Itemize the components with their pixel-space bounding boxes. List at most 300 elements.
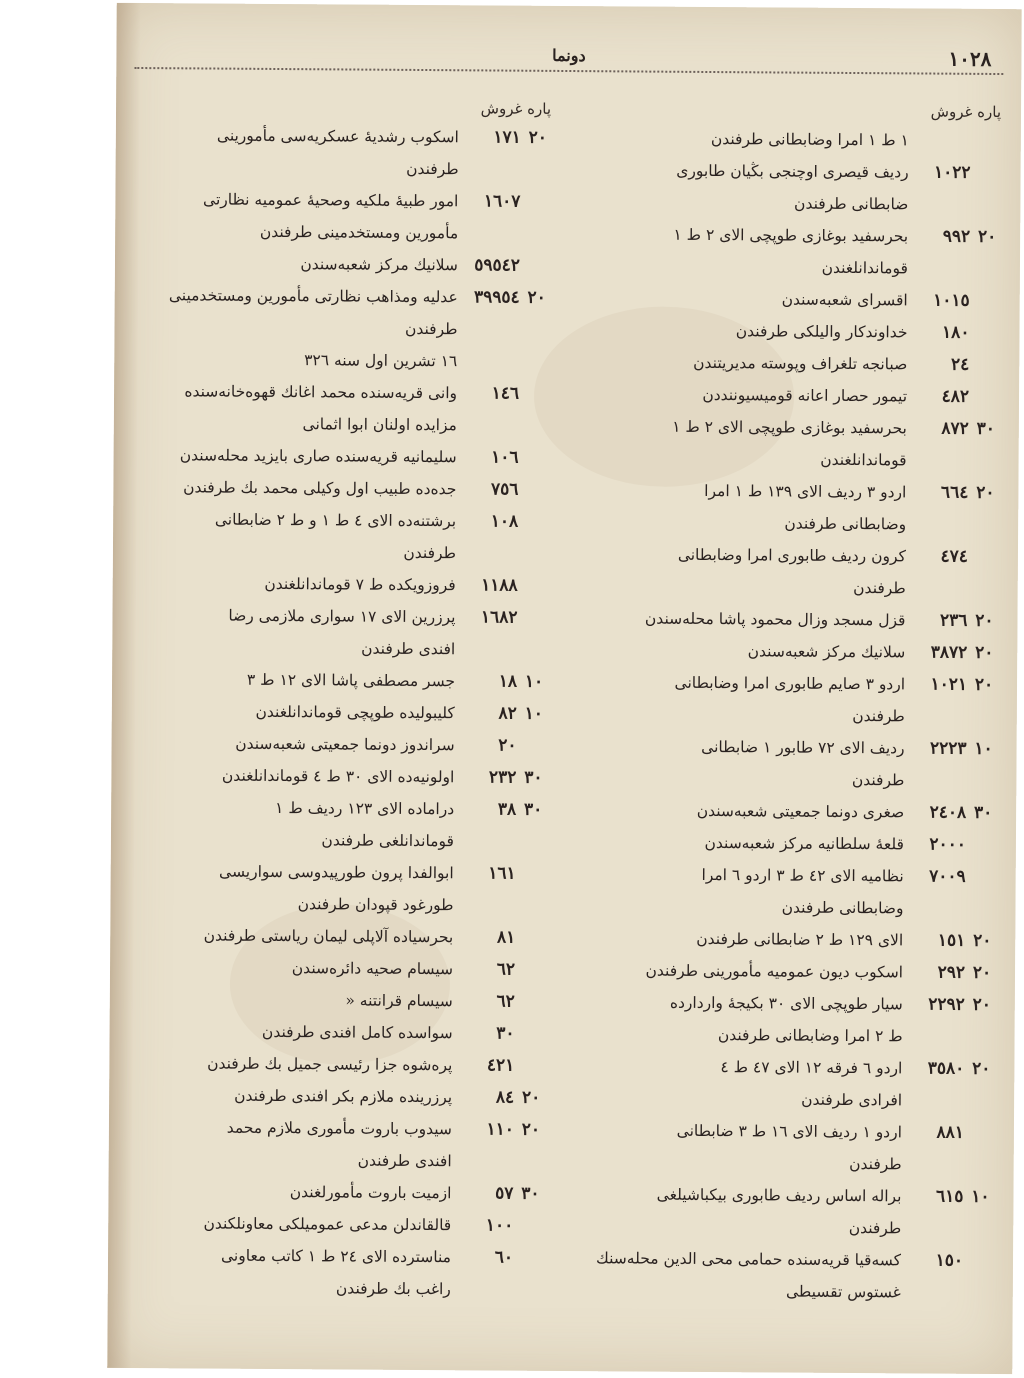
amount-para: ٣٠ (524, 767, 543, 788)
amount-gurus: ١٦٨٢ (480, 607, 518, 628)
amount-para (973, 381, 999, 413)
amount-gurus: ١٦٠٧ (483, 191, 521, 212)
right-column (573, 96, 1001, 1309)
entry-amount (456, 569, 548, 602)
amount-gurus: ٩٩٢ (942, 226, 971, 247)
entry-description (581, 122, 909, 156)
entry-description (127, 663, 455, 697)
entry-amount (455, 665, 547, 698)
amount-gurus: ١٠١٥ (933, 290, 970, 311)
entry-amount (901, 1180, 993, 1213)
entry-description (575, 858, 903, 924)
description-line: سيسام قرانتنه « (345, 991, 453, 1011)
description-line: بحرسفيد بوغازى طوپچى الاى ٢ ط ١ (673, 225, 909, 246)
ledger-entry (131, 119, 551, 186)
description-line: مناسترده الاى ٢٤ ط ١ كاتب معاونى (220, 1246, 452, 1267)
amount-para: ٢٠ (975, 610, 994, 631)
amount-para: ٢٠ (977, 226, 997, 248)
entry-description (123, 1175, 451, 1209)
amount-para (975, 125, 1001, 157)
description-line: ١ ط ١ امرا وضابطانى طرفندن (710, 130, 909, 150)
amount-gurus: ١٥١ (937, 930, 966, 951)
column-header (131, 93, 551, 122)
running-title: دونما (552, 45, 586, 66)
amount-para: ١٠ (524, 703, 544, 724)
entry-amount (905, 636, 997, 669)
entry-amount (455, 601, 547, 634)
amount-para (523, 378, 549, 410)
amount-para: ٣٠ (523, 799, 543, 820)
ledger-entry (580, 282, 1000, 317)
amount-para (518, 1050, 544, 1082)
description-line: طورغود قپودان طرفندن (297, 895, 454, 915)
ledger-entry (577, 602, 997, 637)
description-line: صغرى دونما جمعيتى شعبه‌سندن (696, 801, 905, 822)
entry-amount (901, 1244, 993, 1277)
entry-description (126, 791, 454, 857)
ledger-entry (129, 343, 549, 378)
ledger-entry (125, 855, 545, 922)
ledger-entry (575, 858, 995, 925)
entry-description (126, 727, 454, 761)
description-line: سلانيك مركز شعبه‌سندن (747, 642, 906, 662)
description-line: كليبوليده طوپچى قوماندانلغندن (255, 702, 455, 723)
amount-para: ٢٠ (972, 994, 991, 1015)
entry-amount (452, 1113, 544, 1146)
entry-description (574, 1114, 902, 1180)
amount-gurus: ٣٥٨٠ (927, 1058, 965, 1079)
description-line: خداوندكار واليلكى طرفندن (735, 322, 908, 342)
description-line: الاى ١٢٩ ط ٢ ضابطانى طرفندن (696, 929, 904, 950)
entry-amount (457, 441, 549, 474)
amount-para (522, 570, 548, 602)
description-line: پرزرين الاى ١٧ سوارى ملازمى رضا (228, 606, 456, 627)
description-line: رديف قيصرى اوچنجى بڭيان طابورى (676, 161, 909, 182)
amount-para (521, 602, 547, 634)
ledger-entry (128, 503, 548, 570)
amount-para: ٣٠ (973, 802, 993, 823)
description-line: پرزرينده ملازم بكر افندى طرفندن (234, 1086, 453, 1107)
amount-para (522, 474, 548, 506)
description-line: قوماندانلغندن (820, 450, 907, 470)
entry-description (576, 794, 904, 828)
description-line: طرفندن (849, 1154, 902, 1174)
amount-gurus: ٤٧٤ (940, 546, 968, 567)
amount-gurus: ٣٩٩٥٤ (474, 287, 520, 308)
description-line: اردو ١ رديف الاى ١٦ ط ٣ ضابطانى (676, 1121, 902, 1142)
description-line: دراما‌ده الاى ١٢٣ رديف ط ١ (275, 798, 455, 819)
amount-gurus: ٥٧ (495, 1183, 514, 1204)
amount-para: ٢٠ (974, 674, 994, 695)
entry-amount (904, 796, 996, 829)
ledger-entry (129, 279, 549, 346)
amount-para: ٢٠ (973, 930, 992, 951)
description-line: ابوالفدا پرون طورپيدوسى سواريسى (218, 862, 454, 883)
ledger-entry (580, 154, 1000, 221)
description-line: راغب بك طرفندن (335, 1279, 451, 1299)
amount-para (517, 1242, 543, 1274)
entry-amount (456, 505, 548, 538)
entry-description (125, 919, 453, 953)
entry-description (576, 826, 904, 860)
ledger-entry (124, 1047, 544, 1082)
amount-gurus: ١٠٢١ (930, 674, 968, 695)
entry-amount (456, 473, 548, 506)
amount-gurus: ٢٢٩٢ (928, 994, 965, 1015)
ledger-entry (125, 951, 545, 986)
amount-gurus: ٢٣٦ (940, 610, 968, 631)
amount-gurus: ٦٠ (494, 1247, 514, 1268)
entry-amount (453, 953, 545, 986)
amount-para (524, 250, 550, 282)
amount-gurus: ١٠٨ (490, 511, 519, 532)
ledger-entry (578, 474, 998, 541)
description-line: مأمورين ومستخدمينى طرفندن (259, 222, 459, 243)
entry-amount (452, 1081, 544, 1114)
amount-gurus: ١٠٦ (491, 447, 519, 468)
ledger-entry (129, 375, 549, 442)
amount-gurus: ١٦١ (488, 863, 516, 884)
description-line: كرون رديف طابورى امرا وضابطانى (677, 545, 906, 566)
description-line: جسر مصطفى پاشا الاى ١٢ ط ٣ (246, 670, 456, 691)
description-line: سيسام صحيه دائره‌سندن (291, 959, 454, 979)
ledger-entry (128, 471, 548, 506)
amount-para (520, 858, 546, 890)
entry-amount (453, 921, 545, 954)
ledger-entry (573, 1242, 993, 1309)
amount-gurus: ١٥٠ (935, 1250, 964, 1271)
amount-gurus: ١٠٠ (485, 1215, 514, 1236)
entry-amount (458, 281, 550, 314)
ledger-entry (580, 218, 1000, 285)
amount-gurus: ٦١٥ (935, 1186, 964, 1207)
ledger-entry (123, 1239, 543, 1306)
amount-para (522, 506, 548, 538)
entry-amount (458, 249, 550, 282)
entry-description (129, 279, 457, 345)
amount-gurus: ٢٢٢٣ (929, 738, 967, 759)
entry-description (580, 282, 908, 316)
description-line: اردو ٣ صايم طابورى امرا وضابطانى (674, 673, 906, 694)
amount-para (974, 157, 1000, 189)
description-line: براله اساس رديف طابورى بيكباشيلغى (656, 1185, 902, 1206)
document-page (107, 3, 1022, 1374)
amount-para (967, 1245, 993, 1277)
entry-description (579, 346, 907, 380)
entry-description (129, 343, 457, 377)
ledger-entry (576, 794, 996, 829)
amount-para: ٢٠ (972, 962, 992, 983)
amount-para: ٢٠ (975, 642, 994, 663)
ledger-entry (128, 567, 548, 602)
amount-para (518, 1018, 544, 1050)
description-line: سيار طوپچى الاى ٣٠ بكيجهٔ واردارده (669, 993, 903, 1014)
entry-description (577, 634, 905, 668)
entry-amount (451, 1209, 543, 1242)
ledger-entry (127, 599, 547, 666)
entry-amount (907, 380, 999, 413)
entry-description (124, 1015, 452, 1049)
amount-para (522, 442, 548, 474)
amount-para: ١٠ (971, 1186, 990, 1207)
entry-amount (902, 1116, 994, 1149)
amount-para (972, 541, 998, 573)
ledger-entry (574, 1050, 994, 1117)
ledger-entry (577, 634, 997, 669)
description-line: قلعهٔ سلطانيه مركز شعبه‌سندن (704, 833, 904, 854)
description-line: اولونيه‌ده الاى ٣٠ ط ٤ قوماندانلغندن (221, 766, 455, 787)
entry-description (129, 439, 457, 473)
ledger-entry (575, 954, 995, 989)
amount-para: ١٠ (524, 671, 544, 692)
description-line: مزايده اولنان ابوا اثمانى (302, 415, 457, 435)
amount-gurus: ٢٠ (498, 735, 517, 756)
ledger-entry (575, 922, 995, 957)
entry-amount (455, 697, 547, 730)
amount-gurus: ٣٨٧٢ (930, 642, 968, 663)
description-line: صبانجه تلغراف وپوسته مديريتندن (693, 353, 908, 374)
amount-para (520, 730, 546, 762)
entry-amount (907, 316, 999, 349)
amount-para: ٢٠ (976, 482, 995, 503)
description-line: ازميت باروت مأمورلغندن (289, 1183, 452, 1203)
description-line: عدليه ومذاهب نظارتى مأمورين ومستخدمينى (168, 286, 458, 307)
entry-amount (904, 732, 996, 765)
entry-amount (907, 412, 999, 445)
ledger-entry (579, 346, 999, 381)
description-line: طرفندن (848, 1218, 902, 1238)
amount-para (970, 861, 996, 893)
entry-amount (454, 857, 546, 890)
entry-amount (909, 124, 1001, 157)
entry-amount (906, 476, 998, 509)
ledger-entry (123, 1175, 543, 1210)
gurus-header: غروش (480, 99, 523, 118)
ledger-entry (124, 1015, 544, 1050)
amount-gurus: ١٧١ (493, 127, 521, 148)
description-line: طرفندن (406, 159, 459, 179)
amount-gurus: ١٨ (498, 671, 518, 692)
ledger-entry (579, 314, 999, 349)
amount-para (517, 1210, 543, 1242)
description-line: رديف الاى ٧٢ طابور ١ ضابطانى (701, 737, 905, 758)
description-line: وضابطانى طرفندن (784, 514, 907, 534)
amount-para (519, 954, 545, 986)
entry-description (123, 1239, 451, 1305)
amount-para (519, 922, 545, 954)
ledger-entry (574, 1114, 994, 1181)
description-line: طرفندن (851, 771, 905, 790)
ledger-entry (573, 1178, 993, 1245)
description-line: جده‌ده طبيب اول وكيلى محمد بك طرفندن (183, 478, 457, 499)
amount-gurus: ٤٢١ (486, 1055, 515, 1076)
entry-description (126, 759, 454, 793)
entry-description (580, 154, 908, 220)
entry-description (578, 474, 906, 540)
entry-amount (452, 1049, 544, 1082)
amount-para: ٣٠ (976, 418, 996, 439)
entry-description (579, 378, 907, 412)
amount-para: ١٠ (974, 738, 993, 759)
description-line: وانى قريه‌سنده محمد اغانك قهوه‌خانه‌سنده (184, 382, 458, 403)
entry-amount (457, 377, 549, 410)
para-header: پاره (977, 102, 1002, 122)
description-line: بحرسياده آلاپلى ليمان رياستى طرفندن (203, 926, 454, 947)
description-line: امور طبيهٔ ملكيه وصحيهٔ عموميه نظارتى (202, 190, 459, 211)
ledger-entry (577, 666, 997, 733)
amount-gurus: ٧٥٦ (490, 479, 519, 500)
entry-description (127, 695, 455, 729)
amount-gurus: ٦٦٤ (940, 482, 969, 503)
description-line: قزل مسجد وزال محمود پاشا محله‌سندن (644, 609, 906, 630)
description-line: كسه‌قيا قريه‌سنده حمامى محى الدين محله‌سنك (596, 1249, 902, 1270)
amount-gurus: ١٠٢٢ (934, 162, 971, 183)
description-line: طرفندن (403, 543, 457, 563)
description-line: بحرسفيد بوغازى طوپچى الاى ٢ ط ١ (672, 417, 907, 438)
amount-para (973, 317, 999, 349)
description-line: فروزويكده ط ٧ قوماندانلغندن (264, 574, 456, 595)
ledger-entry (127, 663, 547, 698)
amount-para (519, 986, 545, 1018)
gurus-header: غروش (930, 102, 973, 121)
description-line: سواسده كامل افندى طرفندن (261, 1022, 453, 1043)
ledger-entry (581, 122, 1001, 157)
entry-description (575, 922, 903, 956)
description-line: ط ٢ امرا وضابطانى طرفندن (717, 1026, 903, 1046)
amount-para: ٢٠ (521, 1119, 541, 1140)
entry-description (125, 951, 453, 985)
entry-amount (908, 284, 1000, 317)
amount-gurus: ٣٨ (497, 799, 517, 820)
amount-gurus: ٨٧٢ (941, 418, 969, 439)
amount-gurus: ١١٠ (486, 1119, 514, 1140)
description-line: اسكوب رشديهٔ عسكريه‌سى مأمورينى (216, 126, 459, 147)
description-line: طرفندن (404, 319, 458, 339)
description-line: غستوس تقسيطى (785, 1282, 901, 1302)
entry-amount (457, 345, 549, 378)
description-line: طرفندن (853, 579, 906, 598)
amount-gurus: ٢٠٠٠ (929, 834, 966, 855)
entry-amount (904, 860, 996, 893)
left-column (123, 93, 551, 1306)
description-line: سراندوز دونما جمعيتى شعبه‌سندن (235, 734, 455, 755)
amount-gurus (457, 345, 523, 377)
amount-gurus: ١١٨٨ (481, 575, 518, 596)
entry-description (128, 567, 456, 601)
description-line: پره‌شوه جزا رئيسى جميل بك طرفندن (207, 1054, 453, 1075)
ledger-entry (578, 410, 998, 477)
amount-para: ٢٠ (521, 1087, 541, 1108)
entry-description (124, 1111, 452, 1177)
entry-amount (907, 348, 999, 381)
amount-gurus: ١٨٠ (942, 322, 970, 343)
description-line: ضابطانى طرفندن (794, 194, 909, 214)
description-line: اسكوب ديون عموميه مأمورينى طرفندن (645, 961, 904, 982)
entry-description (573, 1178, 901, 1244)
entry-description (123, 1207, 451, 1241)
description-line: تيمور حصار اعانه قوميسيوننددن (702, 385, 908, 406)
description-line: سيدوب باروت مأمورى ملازم محمد (226, 1118, 452, 1139)
amount-gurus: ٤٨٢ (941, 386, 970, 407)
amount-para: ٢٠ (527, 287, 546, 308)
description-line: قالقاندلن مدعى عموميلكى معاونلكندن (203, 1214, 452, 1235)
description-line: سليمانيه قريه‌سنده صارى بايزيد محله‌سندن (179, 446, 457, 467)
description-line: برشتنه‌ده الاى ٤ ط ١ و ط ٢ ضابطانى (214, 510, 457, 531)
entry-amount (905, 604, 997, 637)
page-number: ١٠٢٨ (948, 46, 992, 71)
entry-amount (908, 156, 1000, 189)
description-line: سلانيك مركز شعبه‌سندن (300, 255, 459, 275)
entry-description (130, 247, 458, 281)
entry-description (579, 314, 907, 348)
amount-para: ٣٠ (521, 1183, 540, 1204)
amount-gurus: ٥٩٥٤٢ (474, 255, 521, 276)
description-line: اردو ٣ رديف الاى ١٣٩ ط ١ امرا (704, 481, 907, 502)
ledger-entry (125, 983, 545, 1018)
amount-para (524, 186, 550, 218)
amount-para: ٢٠ (972, 1058, 991, 1079)
amount-gurus: ٦٢ (496, 991, 515, 1012)
entry-amount (459, 121, 551, 154)
description-line: وضابطانى طرفندن (781, 898, 904, 918)
description-line: قوماندانلغى طرفندن (321, 831, 454, 851)
ledger-entry (123, 1207, 543, 1242)
entry-description (580, 218, 908, 284)
amount-gurus: ١٤٦ (491, 383, 520, 404)
entry-amount (905, 668, 997, 701)
amount-para (970, 829, 996, 861)
entry-amount (904, 828, 996, 861)
description-line: افندى طرفندن (361, 639, 456, 659)
para-header: پاره (527, 99, 552, 118)
description-line: اردو ٦ فرقه ١٢ الاى ٤٧ ط ٤ (720, 1058, 903, 1078)
entry-amount (902, 1052, 994, 1085)
amount-gurus: ٧٠٠٩ (929, 866, 966, 887)
entry-description (578, 538, 906, 604)
entry-description (125, 855, 453, 921)
entry-amount (452, 1017, 544, 1050)
entry-description (128, 503, 456, 569)
amount-gurus: ٨٨١ (936, 1122, 964, 1143)
ledger-entry (126, 759, 546, 794)
amount-para: ٢٠ (528, 127, 548, 148)
amount-para (973, 349, 999, 381)
entry-amount (903, 956, 995, 989)
ledger-entry (127, 695, 547, 730)
description-line: نظاميه الاى ٤٢ ط ٣ اردو ٦ امرا (701, 865, 904, 886)
ledger-entry (125, 919, 545, 954)
amount-gurus: ٢٩٢ (937, 962, 966, 983)
entry-description (577, 666, 905, 732)
description-line: ١٦ تشرين اول سنه ٣٢٦ (304, 351, 458, 371)
entry-amount (908, 220, 1000, 253)
amount-gurus: ٢٤٠٨ (929, 802, 967, 823)
entry-amount (458, 185, 550, 218)
entry-description (124, 1047, 452, 1081)
ledger-entry (130, 183, 550, 250)
entry-description (128, 471, 456, 505)
amount-gurus: ٣٠ (496, 1023, 515, 1044)
ledger-entry (124, 1111, 544, 1178)
ledger-entry (124, 1079, 544, 1114)
entry-amount (454, 729, 546, 762)
amount-gurus: ٨٤ (495, 1087, 515, 1108)
entry-description (574, 986, 902, 1052)
entry-description (573, 1242, 901, 1308)
ledger-entry (578, 538, 998, 605)
description-line: قوماندانلغندن (821, 258, 909, 278)
entry-description (574, 1050, 902, 1116)
